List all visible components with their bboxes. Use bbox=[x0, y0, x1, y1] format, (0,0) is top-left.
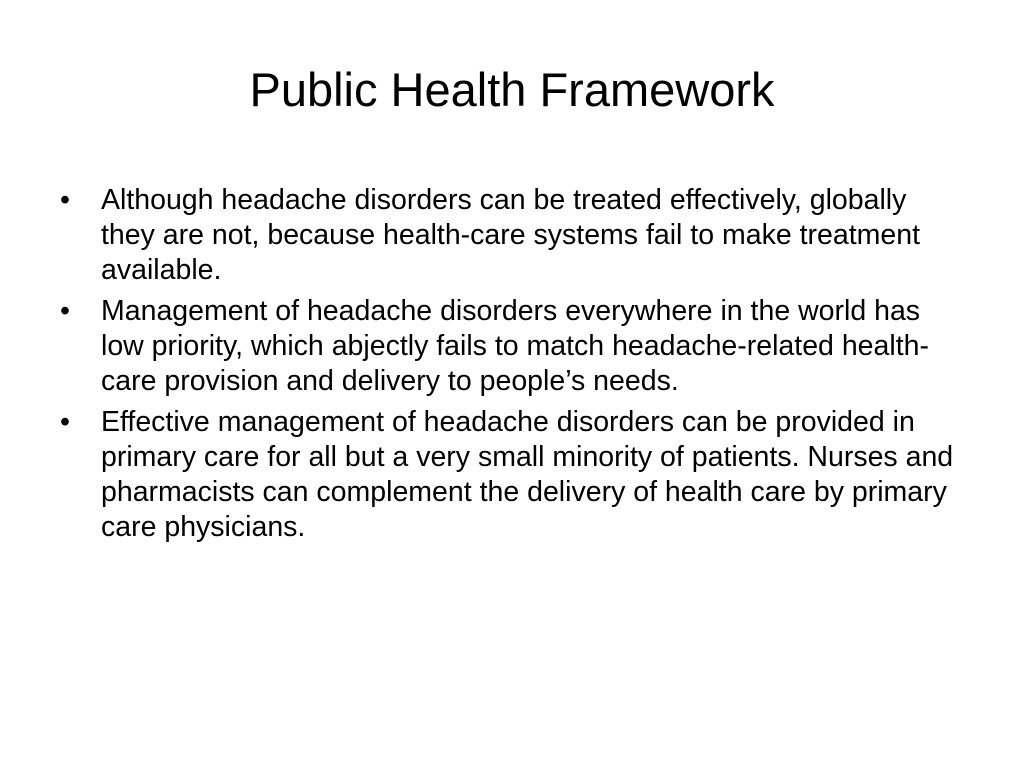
bullet-list bbox=[60, 183, 965, 551]
bullet-text: Effective management of headache disorders can be provided in primary care for all but a very small minority of patients. Nurses and pharmacists can complement the delivery of health care by primary care physicians. bbox=[101, 406, 954, 543]
bullet-item bbox=[60, 183, 965, 288]
bullet-text: Management of headache disorders everywhere in the world has low priority, which abjectly fails to match headache-related health-care provision and delivery to people’s needs. bbox=[101, 295, 929, 397]
bullet-text: Although headache disorders can be treated effectively, globally they are not, because health-care systems fail to make treatment available. bbox=[101, 184, 920, 286]
bullet-icon: • bbox=[60, 295, 70, 327]
bullet-item bbox=[60, 405, 965, 545]
bullet-item bbox=[60, 294, 965, 399]
bullet-icon: • bbox=[60, 184, 70, 216]
bullet-icon: • bbox=[60, 406, 70, 438]
slide-title: Public Health Framework bbox=[249, 63, 775, 116]
